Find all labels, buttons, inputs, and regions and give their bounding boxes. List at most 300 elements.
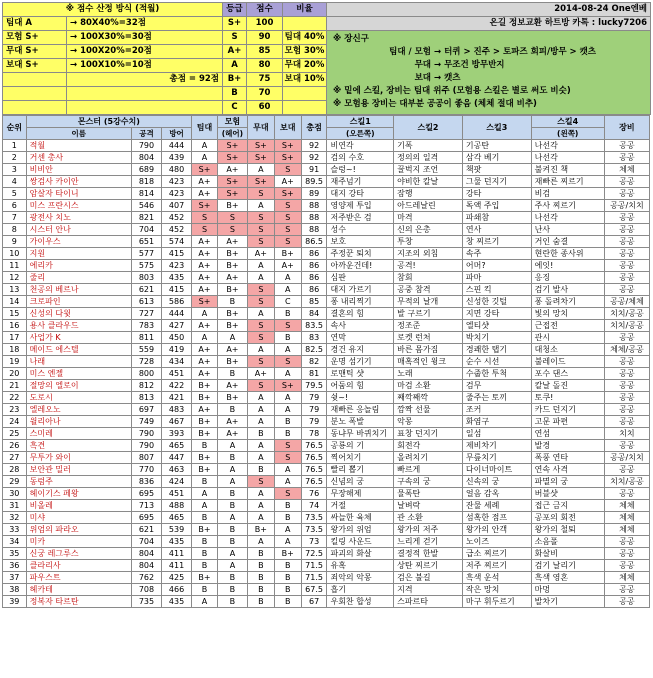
cell-total: 89 [301, 188, 327, 200]
cell-atk: 814 [131, 188, 161, 200]
cell-skill1: 보호 [327, 236, 394, 248]
table-row [3, 440, 650, 452]
cell-skill4: 마멍 [531, 584, 604, 596]
cell-rank: 26 [3, 440, 27, 452]
blank-cell [3, 101, 67, 115]
cell-atk: 708 [131, 584, 161, 596]
cell-skill1: 찍어치기 [327, 452, 394, 464]
cell-boss: A+ [274, 260, 301, 272]
cell-skill4: 나선각 [531, 140, 604, 152]
cell-free: A [247, 260, 274, 272]
cell-total: 82 [301, 356, 327, 368]
cell-boss: A [274, 368, 301, 380]
cell-skill3: 강타 [462, 188, 531, 200]
cell-adv: B+ [217, 308, 247, 320]
cell-rank: 14 [3, 296, 27, 308]
cell-gear: 공공 [604, 536, 649, 548]
cell-gear: 공공 [604, 584, 649, 596]
cell-skill1: 거절 [327, 500, 394, 512]
cell-adv: B [217, 500, 247, 512]
cell-skill3: 기공탄 [462, 140, 531, 152]
cell-adv: A+ [217, 272, 247, 284]
formula-label: 팀대 A [3, 17, 67, 31]
cell-total: 72.5 [301, 548, 327, 560]
cell-skill3: 스핀 킥 [462, 284, 531, 296]
cell-adv: B+ [217, 284, 247, 296]
cell-gear: 공공 [604, 392, 649, 404]
cell-skill1: 대지 가르기 [327, 284, 394, 296]
table-row [3, 272, 650, 284]
cell-skill4: 접근 금지 [531, 500, 604, 512]
cell-rank: 5 [3, 188, 27, 200]
cell-gear: 공공 [604, 380, 649, 392]
cell-atk: 818 [131, 176, 161, 188]
cell-free: B [247, 560, 274, 572]
cell-skill1: 주정꾼 퇴치 [327, 248, 394, 260]
cell-def: 439 [162, 152, 192, 164]
cell-free: A [247, 512, 274, 524]
cell-skill3: 마구 휘두르기 [462, 596, 531, 608]
cell-boss: A [274, 524, 301, 536]
cell-atk: 836 [131, 476, 161, 488]
cell-skill2: 올려치기 [394, 452, 463, 464]
cell-name: 미카 [26, 536, 131, 548]
cell-boss: S [274, 224, 301, 236]
blank-cell [67, 87, 223, 101]
cell-adv: B [217, 596, 247, 608]
cell-atk: 790 [131, 140, 161, 152]
cell-rank: 23 [3, 404, 27, 416]
cell-rank: 19 [3, 356, 27, 368]
cell-skill4: 관시 [531, 332, 604, 344]
cell-adv: A+ [217, 416, 247, 428]
cell-total: 76.5 [301, 452, 327, 464]
cell-atk: 577 [131, 248, 161, 260]
cell-name: 위엄의 파라오 [26, 524, 131, 536]
cell-team: A+ [192, 260, 218, 272]
cell-boss: S+ [274, 140, 301, 152]
table-row [3, 308, 650, 320]
cell-adv: B+ [217, 200, 247, 212]
cell-skill2: 관 소환 [394, 512, 463, 524]
cell-skill4: 포수 댄스 [531, 368, 604, 380]
cell-rank: 29 [3, 476, 27, 488]
cell-adv: B [217, 524, 247, 536]
cell-skill1: 파괴의 화살 [327, 548, 394, 560]
cell-boss: B [274, 584, 301, 596]
cell-total: 71.5 [301, 572, 327, 584]
cell-gear: 공공 [604, 272, 649, 284]
cell-skill3: 일섬 [462, 428, 531, 440]
equipment-notes [327, 31, 651, 115]
table-row [3, 380, 650, 392]
cell-free: B [247, 596, 274, 608]
cell-adv: A [217, 476, 247, 488]
cell-skill1: 동냐무 바퀴치기 [327, 428, 394, 440]
cell-def: 393 [162, 428, 192, 440]
cell-name: 비올레 [26, 500, 131, 512]
cell-total: 79 [301, 404, 327, 416]
cell-skill2: 아드레날린 [394, 200, 463, 212]
cell-rank: 7 [3, 212, 27, 224]
cell-free: A [247, 416, 274, 428]
cell-gear: 치치/공공 [604, 320, 649, 332]
cell-total: 81 [301, 368, 327, 380]
cell-def: 586 [162, 296, 192, 308]
cell-boss: B [274, 560, 301, 572]
cell-def: 451 [162, 368, 192, 380]
cell-team: A [192, 140, 218, 152]
table-row [3, 248, 650, 260]
table-row [3, 344, 650, 356]
cell-rank: 10 [3, 248, 27, 260]
cell-adv: B [217, 536, 247, 548]
formula-expr: → 80X40%=32점 [67, 17, 223, 31]
cell-name: 윌리아나 [26, 416, 131, 428]
cell-gear: 공공 [604, 260, 649, 272]
cell-free: A [247, 488, 274, 500]
cell-skill4: 칼날 돌진 [531, 380, 604, 392]
cell-boss: B [274, 596, 301, 608]
cell-team: A [192, 152, 218, 164]
cell-skill1: 무장해제 [327, 488, 394, 500]
table-row [3, 236, 650, 248]
cell-gear: 공공 [604, 368, 649, 380]
cell-gear: 공공 [604, 152, 649, 164]
cell-skill3: 다이너마이트 [462, 464, 531, 476]
cell-def: 450 [162, 332, 192, 344]
cell-rank: 17 [3, 332, 27, 344]
cell-def: 463 [162, 464, 192, 476]
cell-skill4: 에잇! [531, 260, 604, 272]
cell-rank: 12 [3, 272, 27, 284]
cell-def: 539 [162, 524, 192, 536]
cell-skill3: 제비차기 [462, 440, 531, 452]
cell-adv: A+ [217, 428, 247, 440]
cell-free: S [247, 212, 274, 224]
cell-def: 451 [162, 488, 192, 500]
cell-boss: A [274, 476, 301, 488]
grade-cell: B [223, 87, 247, 101]
cell-def: 407 [162, 200, 192, 212]
cell-boss: S [274, 488, 301, 500]
ratio-header: 비율 [283, 3, 327, 17]
cell-skill2: 잠행 [394, 188, 463, 200]
cell-rank: 6 [3, 200, 27, 212]
cell-skill4: 흑색 영혼 [531, 572, 604, 584]
cell-def: 422 [162, 380, 192, 392]
cell-name: 도로시 [26, 392, 131, 404]
cell-name: 엘레오노 [26, 404, 131, 416]
cell-name: 쌍검사 카이안 [26, 176, 131, 188]
cell-atk: 689 [131, 164, 161, 176]
cell-name: 스미레 [26, 428, 131, 440]
cell-adv: B [217, 368, 247, 380]
cell-team: B [192, 512, 218, 524]
cell-skill3: 삼각 베기 [462, 152, 531, 164]
cell-skill1: 공룡의 기 [327, 440, 394, 452]
cell-boss: S [274, 452, 301, 464]
cell-name: 미스 프란시스 [26, 200, 131, 212]
cell-total: 91 [301, 164, 327, 176]
col-adv-sub: (헤어) [217, 128, 247, 140]
cell-team: B [192, 584, 218, 596]
cell-atk: 811 [131, 332, 161, 344]
table-row [3, 296, 650, 308]
cell-adv: A [217, 560, 247, 572]
cell-name: 헤카테 [26, 584, 131, 596]
cell-skill3: 속주 [462, 248, 531, 260]
cell-name: 거센 총사 [26, 152, 131, 164]
cell-skill3: 책팟 [462, 164, 531, 176]
cell-name: 비비안 [26, 164, 131, 176]
table-row [3, 560, 650, 572]
cell-rank: 4 [3, 176, 27, 188]
cell-free: S+ [247, 152, 274, 164]
cell-team: B [192, 560, 218, 572]
cell-team: S+ [192, 164, 218, 176]
cell-skill3: 수줍한 투척 [462, 368, 531, 380]
cell-name: 메이드 에스텔 [26, 344, 131, 356]
table-row [3, 452, 650, 464]
cell-skill1: 퐁 내리찍기 [327, 296, 394, 308]
cell-team: B+ [192, 416, 218, 428]
cell-boss: B [274, 500, 301, 512]
cell-adv: B [217, 452, 247, 464]
table-row [3, 176, 650, 188]
cell-free: S [247, 476, 274, 488]
cell-gear: 치치/공공 [604, 308, 649, 320]
cell-skill1: 경건 유지 [327, 344, 394, 356]
cell-skill2: 날벼락 [394, 500, 463, 512]
table-row [3, 224, 650, 236]
cell-gear: 치치/공공 [604, 476, 649, 488]
cell-skill2: 마검 소환 [394, 380, 463, 392]
cell-team: B+ [192, 464, 218, 476]
cell-total: 83 [301, 332, 327, 344]
cell-boss: A [274, 536, 301, 548]
table-row [3, 152, 650, 164]
cell-name: 파우스트 [26, 572, 131, 584]
formula-label: 보대 S+ [3, 59, 67, 73]
cell-total: 67.5 [301, 584, 327, 596]
cell-skill2: 신의 은총 [394, 224, 463, 236]
cell-total: 84 [301, 308, 327, 320]
cell-name: 신성의 다윗 [26, 308, 131, 320]
cell-adv: B+ [217, 392, 247, 404]
cell-skill4: 난사 [531, 224, 604, 236]
col-free: 무대 [247, 116, 274, 140]
cell-skill3: 줄주는 토끼 [462, 392, 531, 404]
grade-score: 90 [247, 31, 283, 45]
cell-skill4: 퐁 돌려차기 [531, 296, 604, 308]
col-boss: 보대 [274, 116, 301, 140]
cell-skill1: 결혼의 힘 [327, 308, 394, 320]
cell-team: A+ [192, 248, 218, 260]
cell-skill1: 재빠른 응놀림 [327, 404, 394, 416]
table-row [3, 488, 650, 500]
cell-total: 83.5 [301, 320, 327, 332]
cell-free: S [247, 224, 274, 236]
cell-total: 85 [301, 296, 327, 308]
cell-skill2: 마격 [394, 212, 463, 224]
cell-gear: 공공 [604, 488, 649, 500]
cell-free: S+ [247, 140, 274, 152]
cell-adv: A+ [217, 380, 247, 392]
cell-skill3: 작은 망치 [462, 584, 531, 596]
cell-atk: 749 [131, 416, 161, 428]
cell-total: 73 [301, 536, 327, 548]
cell-skill2: 노래 [394, 368, 463, 380]
cell-adv: S+ [217, 176, 247, 188]
cell-skill4: 나선각 [531, 212, 604, 224]
cell-team: A+ [192, 176, 218, 188]
cell-skill1: 우회찬 합성 [327, 596, 394, 608]
cell-boss: S [274, 356, 301, 368]
cell-skill4: 대청소 [531, 344, 604, 356]
cell-def: 434 [162, 356, 192, 368]
cell-skill2: 왕가의 저주 [394, 524, 463, 536]
cell-def: 452 [162, 212, 192, 224]
cell-gear: 체체 [604, 500, 649, 512]
cell-skill3: 잔물 세례 [462, 500, 531, 512]
cell-def: 425 [162, 572, 192, 584]
cell-boss: S [274, 164, 301, 176]
cell-atk: 770 [131, 464, 161, 476]
cell-def: 452 [162, 224, 192, 236]
cell-skill2: 발 구르기 [394, 308, 463, 320]
cell-adv: S [217, 224, 247, 236]
cell-skill2: 스파르타 [394, 596, 463, 608]
cell-skill2: 공격! [394, 260, 463, 272]
cell-team: S+ [192, 200, 218, 212]
cell-team: B [192, 548, 218, 560]
cell-atk: 695 [131, 488, 161, 500]
cell-atk: 790 [131, 440, 161, 452]
cell-adv: A [217, 512, 247, 524]
cell-atk: 803 [131, 272, 161, 284]
cell-atk: 613 [131, 296, 161, 308]
cell-rank: 16 [3, 320, 27, 332]
cell-atk: 704 [131, 224, 161, 236]
cell-gear: 공공 [604, 224, 649, 236]
cell-skill4: 검기 발사 [531, 284, 604, 296]
cell-adv: S+ [217, 152, 247, 164]
cell-def: 423 [162, 176, 192, 188]
cell-skill4: 불켜진 책 [531, 164, 604, 176]
cell-total: 67 [301, 596, 327, 608]
cell-skill1: 영양제 투입 [327, 200, 394, 212]
cell-atk: 704 [131, 536, 161, 548]
cell-gear: 체체 [604, 164, 649, 176]
monster-ranking-table [2, 115, 650, 608]
cell-skill1: 신념의 궁 [327, 476, 394, 488]
cell-total: 86 [301, 260, 327, 272]
cell-adv: B [217, 572, 247, 584]
cell-skill3: 창 찌르기 [462, 236, 531, 248]
cell-free: A+ [247, 248, 274, 260]
formula-label: 모험 S+ [3, 31, 67, 45]
cell-skill2: 정의의 일격 [394, 152, 463, 164]
cell-skill4: 비검 [531, 188, 604, 200]
cell-def: 488 [162, 500, 192, 512]
cell-total: 92 [301, 140, 327, 152]
cell-name: 광전사 치노 [26, 212, 131, 224]
cell-skill4: 검기 날리기 [531, 560, 604, 572]
scoring-header [2, 2, 651, 115]
cell-gear: 공공 [604, 176, 649, 188]
cell-skill4: 고문 파편 [531, 416, 604, 428]
cell-free: A [247, 344, 274, 356]
cell-skill4: 불레이드 [531, 356, 604, 368]
cell-adv: A [217, 332, 247, 344]
cell-gear: 체체 [604, 512, 649, 524]
cell-skill4: 공포의 회전 [531, 512, 604, 524]
col-team: 팀대 [192, 116, 218, 140]
cell-total: 88 [301, 212, 327, 224]
cell-gear: 공공 [604, 596, 649, 608]
cell-skill1: 슬렁~! [327, 164, 394, 176]
cell-skill2: 무적의 날개 [394, 296, 463, 308]
cell-def: 424 [162, 476, 192, 488]
cell-free: S [247, 236, 274, 248]
cell-team: A [192, 596, 218, 608]
cell-total: 76.5 [301, 464, 327, 476]
cell-skill3: 그물 던지기 [462, 176, 531, 188]
cell-boss: S+ [274, 380, 301, 392]
cell-skill4: 폭풍 연타 [531, 452, 604, 464]
cell-skill3: 섬혹한 점프 [462, 512, 531, 524]
cell-skill2: 지격 [394, 584, 463, 596]
cell-skill4: 연속 사격 [531, 464, 604, 476]
cell-skill1: 유혹 [327, 560, 394, 572]
cell-def: 411 [162, 548, 192, 560]
cell-adv: S [217, 212, 247, 224]
cell-team: B+ [192, 452, 218, 464]
cell-rank: 32 [3, 512, 27, 524]
table-row [3, 188, 650, 200]
cell-name: 적월 [26, 140, 131, 152]
table-row [3, 596, 650, 608]
cell-skill1: 어둠의 힘 [327, 380, 394, 392]
cell-skill1: 흡기 [327, 584, 394, 596]
cell-total: 86 [301, 272, 327, 284]
cell-team: B+ [192, 392, 218, 404]
cell-total: 88 [301, 200, 327, 212]
cell-team: A+ [192, 284, 218, 296]
cell-name: 정복자 타르탄 [26, 596, 131, 608]
table-row [3, 500, 650, 512]
cell-free: A [247, 164, 274, 176]
cell-adv: S+ [217, 140, 247, 152]
col-total: 총점 [301, 116, 327, 140]
cell-def: 466 [162, 584, 192, 596]
cell-free: B+ [247, 524, 274, 536]
cell-skill4: 화살비 [531, 548, 604, 560]
cell-rank: 13 [3, 284, 27, 296]
cell-rank: 30 [3, 488, 27, 500]
cell-skill2: 꿀벅지 조언 [394, 164, 463, 176]
cell-skill4: 나선각 [531, 152, 604, 164]
cell-total: 82.5 [301, 344, 327, 356]
cell-skill3: 독액 주입 [462, 200, 531, 212]
cell-team: A [192, 488, 218, 500]
cell-skill1: 속사 [327, 320, 394, 332]
cell-skill1: 비연각 [327, 140, 394, 152]
ratio-cell [283, 17, 327, 31]
cell-gear: 공공/치치 [604, 200, 649, 212]
cell-boss: S+ [274, 188, 301, 200]
